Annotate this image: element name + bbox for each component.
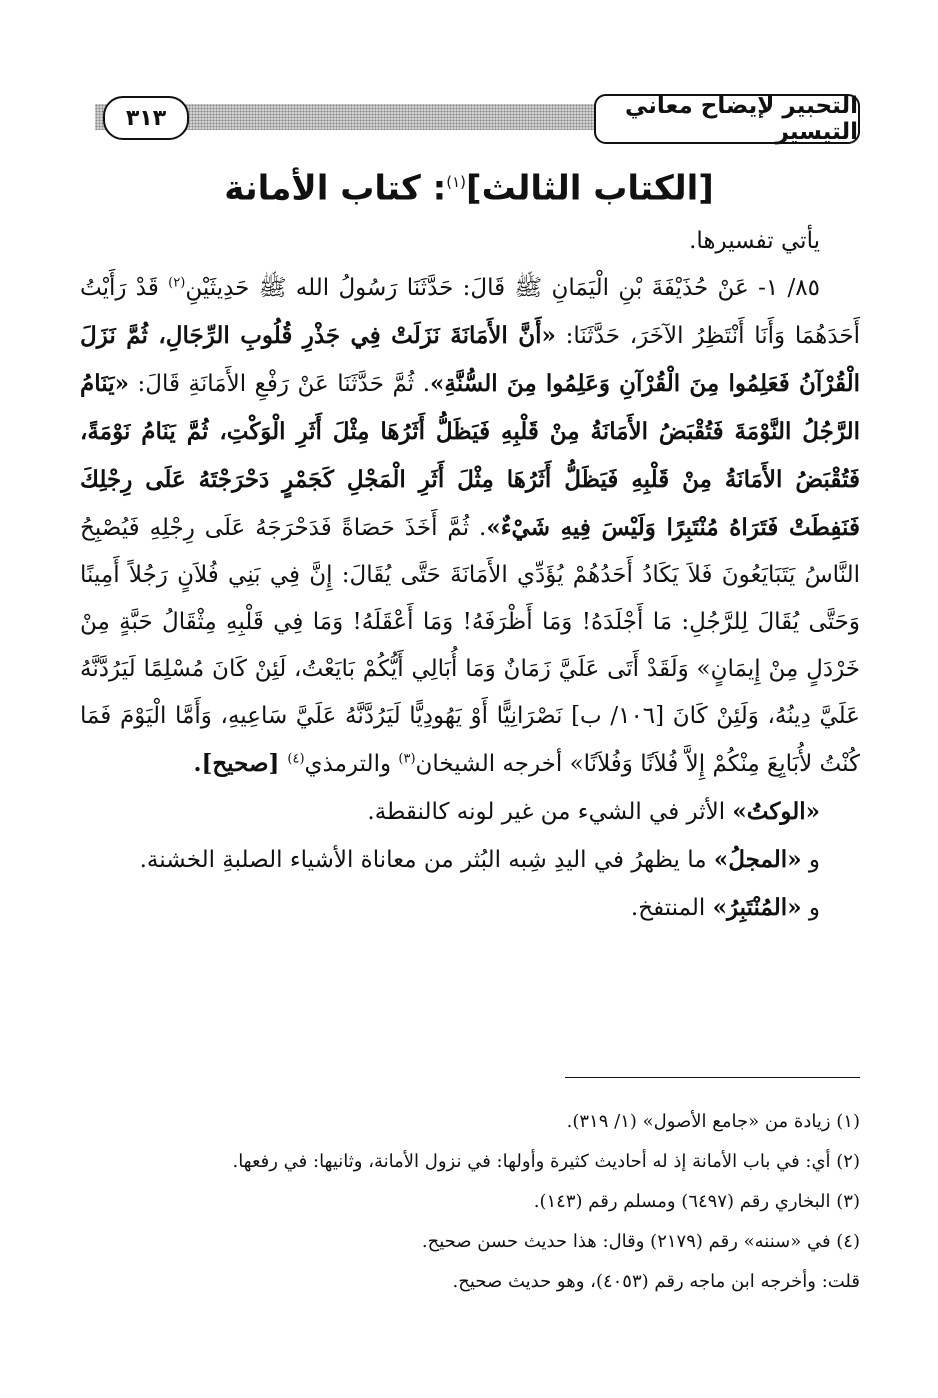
book-title	[80, 152, 858, 212]
hadith-part-5: والترمذي	[304, 751, 399, 777]
hadith-part-3: . ثُمَّ حَدَّثَنَا عَنْ رَفْعِ الأَمَانَةِ قَالَ:	[128, 371, 431, 397]
glossary-prefix: و	[801, 847, 820, 873]
book-title-main: [الكتاب الثالث]	[466, 168, 714, 209]
hadith-quote-2: «يَنَامُ الرَّجُلُ النَّوْمَةَ فَتُقْبَضُ الأَمَانَةُ مِنْ قَلْبِهِ فَيَظَلُّ أَثَرُهَا مِثْلَ أَثَرِ الْوَكْتِ، ثُمَّ يَنَامُ نَوْمَةً، فَتُقْبَضُ الأَمَانَةُ مِنْ قَلْبِهِ فَيَظَلُّ أَثَرُهَا مِثْلَ أَثَرِ الْمَجْلِ كَجَمْرٍ دَحْرَجْتَهُ عَلَى رِجْلِكَ فَنَفِطَتْ فَتَرَاهُ مُنْتَبِرًا وَلَيْسَ فِيهِ شَيْءٌ»	[80, 370, 860, 541]
page-number	[103, 96, 189, 140]
hadith-paragraph	[80, 265, 860, 788]
running-title-text: التحبير لإيضاح معاني التيسير	[625, 93, 858, 145]
glossary-term: «المُنْتَبِرُ»	[712, 894, 802, 921]
glossary-definition: ما يظهرُ في اليدِ شِبه البُثر من معاناة الأشياء الصلبةِ الخشنة.	[139, 847, 714, 873]
footnote-3: (٣) البخاري رقم (٦٤٩٧) ومسلم رقم (١٤٣).	[533, 1191, 860, 1212]
running-title	[594, 94, 860, 144]
hadith-part-2: قَدْ رَأَيْتُ أَحَدَهُمَا وَأَنَا أَنْتَظِرُ الآخَرَ، حَدَّثَنَا:	[80, 275, 860, 349]
glossary-definition: الأثر في الشيء من غير لونه كالنقطة.	[367, 799, 733, 825]
glossary-item	[80, 836, 860, 884]
footnote-note: قلت: وأخرجه ابن ماجه رقم (٤٠٥٣)، وهو حديث صحيح.	[452, 1271, 860, 1292]
footnote-2: (٢) أي: في باب الأمانة إذ له أحاديث كثيرة وأولها: في نزول الأمانة، وثانيها: في رفعها.	[232, 1151, 860, 1172]
footnote-marker-2: (٢)	[168, 275, 186, 291]
footnote-4: (٤) في «سننه» رقم (٢١٧٩) وقال: هذا حديث حسن صحيح.	[421, 1231, 860, 1252]
glossary-term: «الوكتُ»	[732, 798, 820, 825]
footnotes	[80, 1102, 860, 1302]
footnote-marker-1: (١)	[446, 173, 467, 191]
book-title-rest: : كتاب الأمانة	[224, 168, 447, 209]
intro-line: يأتي تفسيرها.	[689, 228, 820, 254]
glossary-term: «المجلُ»	[713, 846, 802, 873]
hadith-part-1: ٨٥/ ١- عَنْ حُذَيْفَةَ بْنِ الْيَمَانِ ﷺ قَالَ: حَدَّثَنَا رَسُولُ الله ﷺ حَدِيثَيْنِ	[185, 275, 820, 301]
glossary-definition: المنتفخ.	[630, 895, 713, 921]
page-number-text: ٣١٣	[125, 105, 167, 131]
glossary-item	[80, 884, 860, 932]
hadith-part-4: . ثُمَّ أَخَذَ حَصَاةً فَدَحْرَجَهُ عَلَى رِجْلِهِ فَيُصْبِحُ النَّاسُ يَتَبَايَعُونَ فَلاَ يَكَادُ أَحَدُهُمْ يُؤَدِّي الأَمَانَةَ حَتَّى يُقَالَ: إِنَّ فِي بَنِي فُلاَنٍ رَجُلاً أَمِينًا وَحَتَّى يُقَالَ لِلرَّجُلِ: مَا أَجْلَدَهُ! وَمَا أَظْرَفَهُ! وَمَا أَعْقَلَهُ! وَمَا فِي قَلْبِهِ مِثْقَالُ حَبَّةٍ مِنْ خَرْدَلٍ مِنْ إِيمَانٍ» وَلَقَدْ أَتَى عَلَيَّ زَمَانٌ وَمَا أُبَالِي أَيُّكُمْ بَايَعْتُ، لَئِنْ كَانَ مُسْلِمًا لَيَرُدَّنَّهُ عَلَيَّ دِينُهُ، وَلَئِنْ كَانَ [١٠٦/ ب] نَصْرَانِيًّا أَوْ يَهُودِيًّا لَيَرُدَّنَّهُ عَلَيَّ سَاعِيهِ، وَأَمَّا الْيَوْمَ فَمَا كُنْتُ لأُبَايِعَ مِنْكُمْ إِلاَّ فُلاَنًا وَفُلاَنًا» أخرجه الشيخان	[80, 515, 860, 777]
footnote-marker-3: (٣)	[398, 751, 416, 767]
footnote-1: (١) زيادة من «جامع الأصول» (١/ ٣١٩).	[566, 1111, 860, 1132]
hadith-quote-1: «أَنَّ الأَمَانَةَ نَزَلَتْ فِي جَذْرِ قُلُوبِ الرِّجَالِ، ثُمَّ نَزَلَ الْقُرْآنُ فَعَلِمُوا مِنَ الْقُرْآنِ وَعَلِمُوا مِنَ السُّنَّةِ»	[80, 322, 860, 397]
footnote-marker-4: (٤)	[287, 751, 305, 767]
main-text	[80, 218, 860, 932]
footnote-divider	[565, 1077, 860, 1078]
hadith-grade: [صحيح].	[193, 750, 288, 777]
glossary-prefix: و	[801, 895, 820, 921]
glossary-item	[80, 788, 860, 836]
